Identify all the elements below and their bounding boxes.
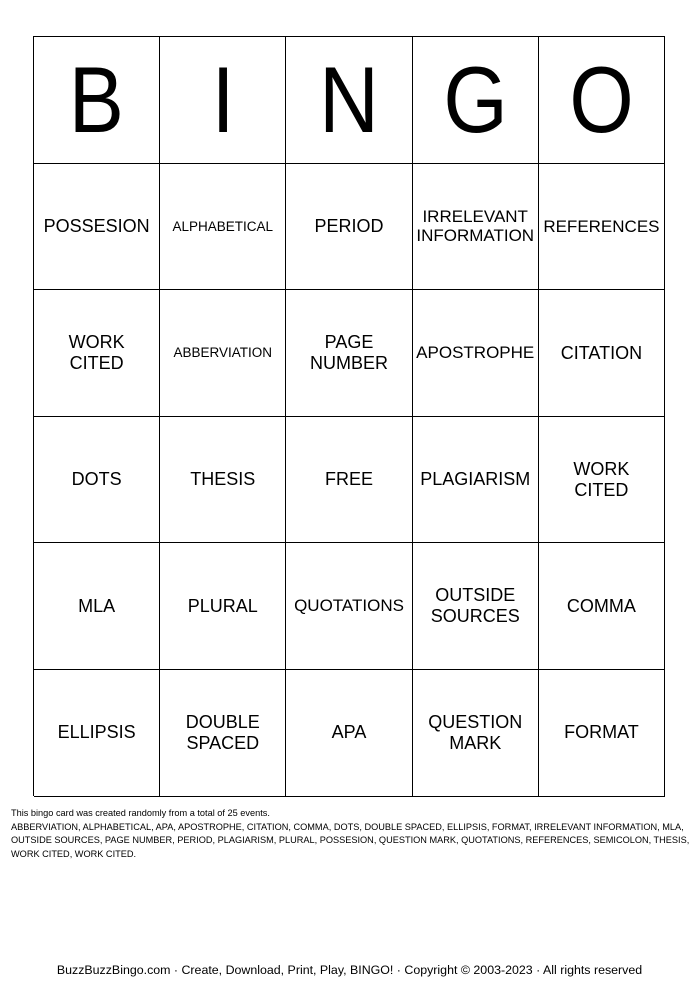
bingo-cell [286, 290, 412, 417]
bingo-cell [539, 417, 665, 544]
bingo-cell [34, 290, 160, 417]
header-cell-o [539, 37, 665, 164]
bingo-cell [539, 164, 665, 291]
cell-text: PERIOD [314, 216, 384, 237]
bingo-row [34, 670, 665, 797]
cell-text: ABBERVIATION [173, 345, 273, 361]
cell-text: OUTSIDE SOURCES [430, 585, 520, 627]
bingo-card [33, 36, 665, 796]
cell-text: FORMAT [564, 722, 639, 743]
bingo-cell [34, 543, 160, 670]
cell-text: APOSTROPHE [416, 343, 535, 363]
cell-text: APA [331, 722, 367, 743]
cell-text: WORK CITED [573, 458, 630, 500]
footnote-intro: This bingo card was created randomly from a total of 25 events. [11, 808, 270, 818]
cell-text: POSSESION [43, 216, 150, 237]
cell-text: ELLIPSIS [57, 722, 136, 743]
event-list-footnote [11, 807, 691, 861]
header-letter: B [69, 46, 125, 152]
cell-text: THESIS [190, 469, 256, 490]
cell-text: WORK CITED [68, 332, 125, 373]
header-letter: O [569, 46, 634, 152]
bingo-cell [160, 290, 286, 417]
bingo-cell [160, 164, 286, 291]
bingo-cell [286, 164, 412, 291]
bingo-row [34, 417, 665, 544]
header-letter: N [319, 46, 379, 152]
bingo-cell [413, 670, 539, 797]
bingo-cell [160, 417, 286, 544]
bingo-row [34, 164, 665, 291]
bingo-cell [413, 543, 539, 670]
cell-text: MLA [78, 595, 116, 616]
header-letter: I [211, 46, 235, 152]
cell-text: PAGE NUMBER [310, 332, 389, 373]
bingo-row [34, 290, 665, 417]
bingo-header-row [34, 37, 665, 164]
bingo-cell [539, 290, 665, 417]
bingo-cell [539, 670, 665, 797]
bingo-cell [34, 417, 160, 544]
bingo-cell [539, 543, 665, 670]
bingo-cell [160, 543, 286, 670]
cell-text: IRRELEVANT INFORMATION [416, 206, 535, 246]
cell-text: CITATION [560, 342, 643, 363]
bingo-cell [160, 670, 286, 797]
cell-text: DOTS [71, 469, 122, 490]
bingo-cell [34, 164, 160, 291]
bingo-cell-free [286, 417, 412, 544]
cell-text: COMMA [566, 595, 636, 616]
cell-text: DOUBLE SPACED [185, 712, 260, 753]
header-cell-i [160, 37, 286, 164]
bingo-cell [34, 670, 160, 797]
bingo-cell [413, 417, 539, 544]
header-cell-b [34, 37, 160, 164]
cell-text: REFERENCES [543, 216, 660, 236]
footnote-events: ABBERVIATION, ALPHABETICAL, APA, APOSTROPHE, CITATION, COMMA, DOTS, DOUBLE SPACED, ELLIPSIS, FORMAT, IRRELEVANT INFORMATION, MLA, OUTSIDE SOURCES, PAGE NUMBER, PERIOD, PLAGIARISM, PLURAL, POSSESION, QUESTION MARK, QUOTATIONS, REFERENCES, SEMICOLON, THESIS, WORK CITED, WORK CITED. [11, 821, 690, 859]
header-cell-n [286, 37, 412, 164]
cell-text: PLURAL [187, 595, 258, 616]
header-cell-g [413, 37, 539, 164]
cell-text: QUESTION MARK [428, 712, 523, 753]
cell-text: PLAGIARISM [420, 469, 531, 490]
cell-text: QUOTATIONS [294, 596, 404, 616]
bingo-cell [286, 670, 412, 797]
bingo-row [34, 543, 665, 670]
bingo-cell [286, 543, 412, 670]
bingo-cell [413, 164, 539, 291]
header-letter: G [443, 46, 508, 152]
copyright-footer: BuzzBuzzBingo.com · Create, Download, Print, Play, BINGO! · Copyright © 2003-2023 · All rights reserved [56, 963, 643, 977]
cell-text: FREE [325, 469, 374, 490]
bingo-cell [413, 290, 539, 417]
cell-text: ALPHABETICAL [172, 218, 274, 234]
